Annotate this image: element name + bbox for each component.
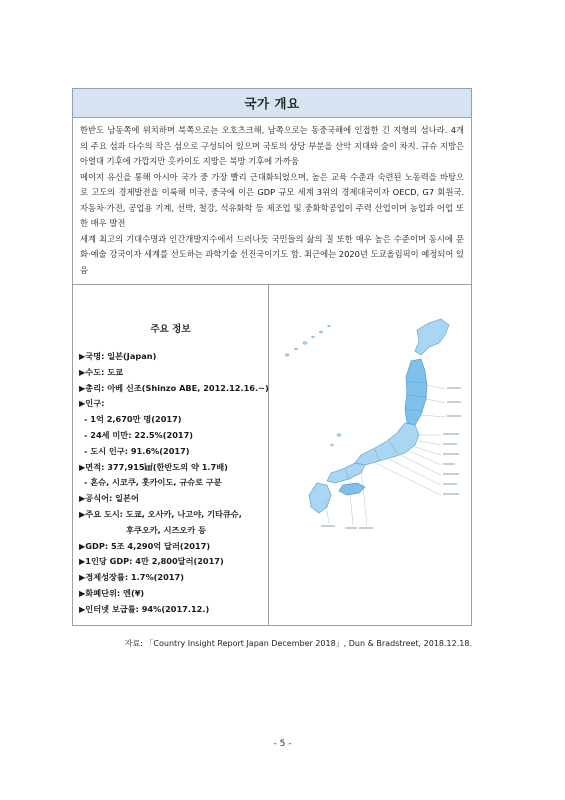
japan-map [269, 285, 471, 625]
overview-text [73, 118, 471, 285]
overview-paragraph-1: 한반도 남동쪽에 위치하며 북쪽으로는 오호츠크해, 남쪽으로는 동중국해에 인접한 긴 지형의 섬나라. 4개의 주요 섬과 다수의 작은 섬으로 구성되어 있으며 국토의 상당 부분을 산악 지대와 숲이 차지. 규슈 지방은 아열대 기후에 가깝지만 홋카이도 지방은 북방 기후에 가까움 [80, 125, 464, 166]
overview-paragraph-3: 세계 최고의 기대수명과 인간개발지수에서 드러나듯 국민들의 삶의 질 또한 매우 높은 수준이며 동시에 문화·예술 강국이자 세계를 선도하는 과학기술 선진국이기도 함. 최근에는 2020년 도쿄올림픽이 예정되어 있음 [80, 233, 465, 275]
info-and-map [73, 285, 471, 625]
key-info-panel [73, 285, 269, 625]
source-citation: 자료: 「Country Insight Report Japan December 2018」, Dun & Bradstreet, 2018.12.18. [124, 639, 472, 648]
page-number: - 5 - [273, 739, 292, 749]
info-item-growth-rate: ▶경제성장률: 1.7%(2017) [79, 572, 184, 583]
info-item-gdp-per-capita: ▶1인당 GDP: 4만 2,800달러(2017) [79, 556, 224, 567]
overview-paragraph-2: 메이지 유신을 통해 아시아 국가 중 가장 빨리 근대화되었으며, 높은 교육 수준과 숙련된 노동력을 바탕으로 고도의 경제발전을 이룩해 미국, 중국에 이은 GDP 규모 세계 3위의 경제대국이자 OECD, G7 회원국. 자동차·가전, 공업용 기계, 선박, 철강, 석유화학 등 제조업 및 중화학공업이 주력 산업이며 농업과 어업 또한 매우 발전 [80, 171, 464, 228]
info-item-prime-minister: ▶총리: 아베 신조(Shinzo ABE, 2012.12.16.~) [79, 382, 269, 393]
info-item-major-cities: ▶주요 도시: 도쿄, 오사카, 나고야, 기타큐슈, [79, 508, 242, 519]
info-item-area: ▶면적: 377,915㎢(한반도의 약 1.7배) [79, 461, 228, 472]
info-item-country-name: ▶국명: 일본(Japan) [79, 351, 157, 361]
info-item-major-cities-cont: 후쿠오카, 시즈오카 등 [126, 524, 206, 535]
info-item-area-regions: - 혼슈, 시코쿠, 홋카이도, 규슈로 구분 [84, 477, 222, 488]
info-item-currency: ▶화폐단위: 엔(¥) [79, 587, 145, 598]
info-item-urban-population: - 도시 인구: 91.6%(2017) [84, 445, 190, 456]
japan-map-icon [269, 285, 472, 625]
info-item-population-total: - 1억 2,670만 명(2017) [84, 414, 182, 425]
country-overview-box [72, 88, 472, 626]
key-info-title: 주요 정보 [150, 324, 191, 335]
info-item-gdp: ▶GDP: 5조 4,290억 달러(2017) [79, 540, 211, 551]
section-title: 국가 개요 [73, 89, 471, 118]
info-item-capital: ▶수도: 도쿄 [79, 366, 124, 377]
info-item-population-under24: - 24세 미만: 22.5%(2017) [84, 429, 194, 440]
info-item-language: ▶공식어: 일본어 [79, 493, 139, 504]
key-info-list [79, 349, 268, 618]
info-item-population: ▶인구: [79, 398, 105, 409]
info-item-internet: ▶인터넷 보급률: 94%(2017.12.) [79, 603, 210, 614]
